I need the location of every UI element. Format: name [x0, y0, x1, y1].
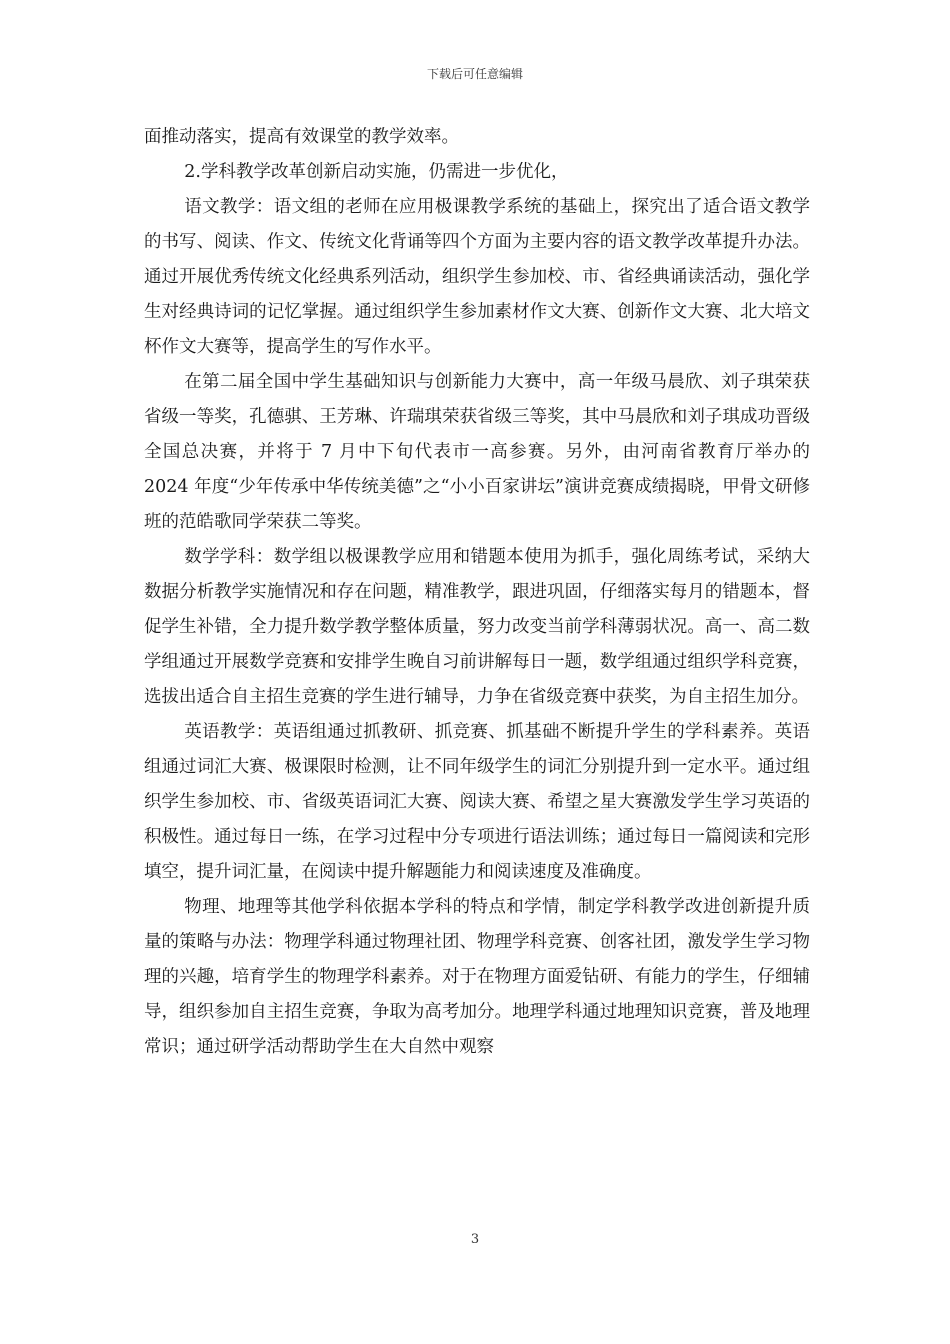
paragraph-other-subjects: 物理、地理等其他学科依据本学科的特点和学情，制定学科教学改进创新提升质量的策略与办法：物理学科通过物理社团、物理学科竞赛、创客社团，激发学生学习物理的兴趣，培育学生的物理学科素养。对于在物理方面爱钻研、有能力的学生，仔细辅导，组织参加自主招生竞赛，争取为高考加分。地理学科通过地理知识竞赛，普及地理常识；通过研学活动帮助学生在大自然中观察 — [144, 897, 810, 1057]
paragraph-english-teaching: 英语教学：英语组通过抓教研、抓竞赛、抓基础不断提升学生的学科素养。英语组通过词汇大赛、极课限时检测，让不同年级学生的词汇分别提升到一定水平。通过组织学生参加校、市、省级英语词汇大赛、阅读大赛、希望之星大赛激发学生学习英语的积极性。通过每日一练，在学习过程中分专项进行语法训练；通过每日一篇阅读和完形填空，提升词汇量，在阅读中提升解题能力和阅读速度及准确度。 — [144, 722, 810, 882]
page-number: 3 — [470, 1232, 480, 1247]
paragraph-chinese-teaching: 语文教学：语文组的老师在应用极课教学系统的基础上，探究出了适合语文教学的书写、阅读、作文、传统文化背诵等四个方面为主要内容的语文教学改革提升办法。通过开展优秀传统文化经典系列活动，组织学生参加校、市、省经典诵读活动，强化学生对经典诗词的记忆掌握。通过组织学生参加素材作文大赛、创新作文大赛、北大培文杯作文大赛等，提高学生的写作水平。 — [144, 197, 810, 357]
paragraph-competition-awards: 在第二届全国中学生基础知识与创新能力大赛中，高一年级马晨欣、刘子琪荣获省级一等奖，孔德骐、王芳琳、许瑞琪荣获省级三等奖，其中马晨欣和刘子琪成功晋级全国总决赛，并将于 7 月中下旬代表市一高参赛。另外，由河南省教育厅举办的 2024 年度“少年传承中华传统美德”之“小小百家讲坛”演讲竞赛成绩揭晓，甲骨文研修班的范皓歌同学荣获二等奖。 — [144, 372, 810, 532]
document-body — [144, 120, 810, 1065]
page-header: 下载后可任意编辑 — [426, 67, 523, 81]
paragraph-math-teaching: 数学学科：数学组以极课教学应用和错题本使用为抓手，强化周练考试，采纳大数据分析教学实施情况和存在问题，精准教学，跟进巩固，仔细落实每月的错题本，督促学生补错，全力提升数学教学整体质量，努力改变当前学科薄弱状况。高一、高二数学组通过开展数学竞赛和安排学生晚自习前讲解每日一题，数学组通过组织学科竞赛，选拔出适合自主招生竞赛的学生进行辅导，力争在省级竞赛中获奖，为自主招生加分。 — [144, 547, 810, 707]
paragraph-continuation: 面推动落实，提高有效课堂的教学效率。 — [144, 127, 459, 147]
paragraph-section-heading: 2.学科教学改革创新启动实施，仍需进一步优化， — [184, 162, 569, 182]
